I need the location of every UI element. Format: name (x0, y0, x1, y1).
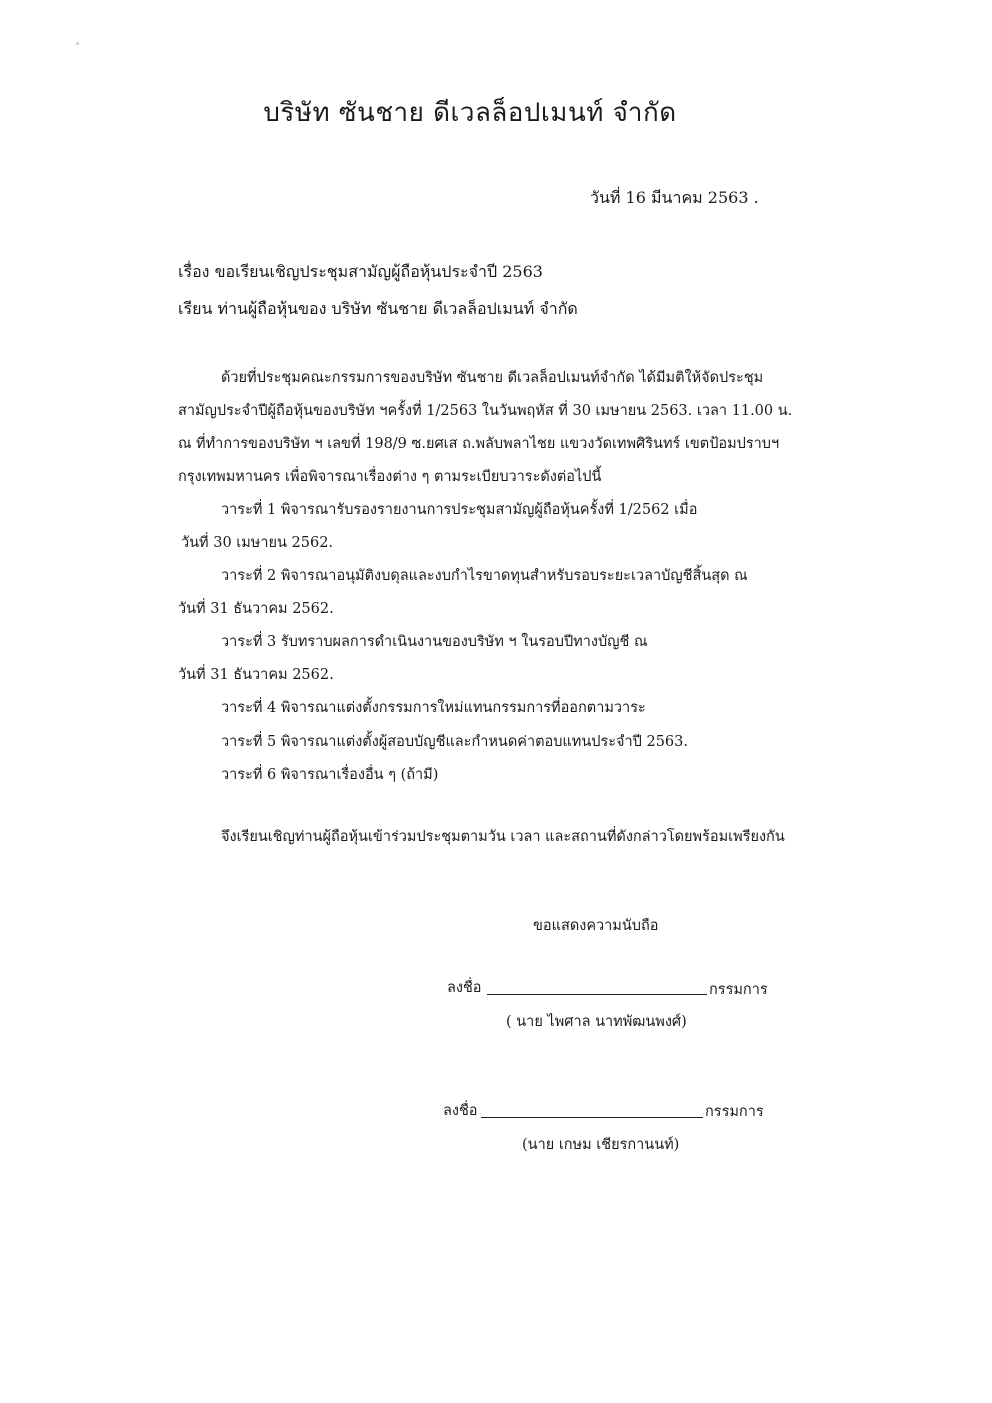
agenda-item-6: วาระที่ 6 พิจารณาเรื่องอื่น ๆ (ถ้ามี) (221, 767, 439, 783)
signature-role: กรรมการ (705, 1104, 764, 1120)
body-line-2: สามัญประจำปีผู้ถือหุ้นของบริษัท ฯครั้งที่ 1/2563 ในวันพฤหัส ที่ 30 เมษายน 2563. เวลา 11.00 น. (178, 403, 793, 419)
agenda-item-3: วาระที่ 3 รับทราบผลการดำเนินงานของบริษัท ฯ ในรอบปีทางบัญชี ณ (221, 634, 648, 650)
agenda-item-4: วาระที่ 4 พิจารณาแต่งตั้งกรรมการใหม่แทนกรรมการที่ออกตามวาระ (221, 700, 646, 716)
closing-line: จึงเรียนเชิญท่านผู้ถือหุ้นเข้าร่วมประชุมตามวัน เวลา และสถานที่ดังกล่าวโดยพร้อมเพรียงกัน (221, 829, 785, 845)
regards-text: ขอแสดงความนับถือ (533, 918, 659, 934)
scan-speck (76, 42, 79, 45)
recipient-line: เรียน ท่านผู้ถือหุ้นของ บริษัท ซันชาย ดีเวลล็อปเมนท์ จำกัด (178, 299, 578, 318)
signatory-name: (นาย เกษม เชียรกานนท์) (522, 1137, 680, 1153)
body-line-1: ด้วยที่ประชุมคณะกรรมการของบริษัท ซันชาย ดีเวลล็อปเมนท์จำกัด ได้มีมติให้จัดประชุม (221, 370, 764, 386)
body-line-3: ณ ที่ทำการของบริษัท ฯ เลขที่ 198/9 ซ.ยศเส ถ.พลับพลาไชย แขวงวัดเทพศิรินทร์ เขตป้อมปราบฯ (178, 436, 780, 452)
signatory-name: ( นาย ไพศาล นาทพัฒนพงศ์) (506, 1014, 687, 1030)
agenda-item-5: วาระที่ 5 พิจารณาแต่งตั้งผู้สอบบัญชีและกำหนดค่าตอบแทนประจำปี 2563. (221, 734, 688, 750)
agenda-item-1: วาระที่ 1 พิจารณารับรองรายงานการประชุมสามัญผู้ถือหุ้นครั้งที่ 1/2562 เมื่อ (221, 502, 698, 518)
body-line-4: กรุงเทพมหานคร เพื่อพิจารณาเรื่องต่าง ๆ ตามระเบียบวาระดังต่อไปนี้ (178, 469, 602, 485)
signature-label: ลงชื่อ (443, 1103, 478, 1119)
agenda-item-3-cont: วันที่ 31 ธันวาคม 2562. (178, 667, 334, 683)
signature-role: กรรมการ (709, 982, 768, 998)
agenda-item-2: วาระที่ 2 พิจารณาอนุมัติงบดุลและงบกำไรขาดทุนสำหรับรอบระยะเวลาบัญชีสิ้นสุด ณ (221, 568, 748, 584)
date-line: วันที่ 16 มีนาคม 2563 . (590, 188, 759, 207)
signature-line (481, 1117, 703, 1118)
agenda-item-2-cont: วันที่ 31 ธันวาคม 2562. (178, 601, 334, 617)
signature-line (487, 994, 707, 995)
agenda-item-1-cont: วันที่ 30 เมษายน 2562. (181, 535, 334, 551)
company-title: บริษัท ซันชาย ดีเวลล็อปเมนท์ จำกัด (263, 98, 677, 128)
signature-label: ลงชื่อ (447, 980, 482, 996)
subject-line: เรื่อง ขอเรียนเชิญประชุมสามัญผู้ถือหุ้นประจำปี 2563 (178, 262, 543, 281)
